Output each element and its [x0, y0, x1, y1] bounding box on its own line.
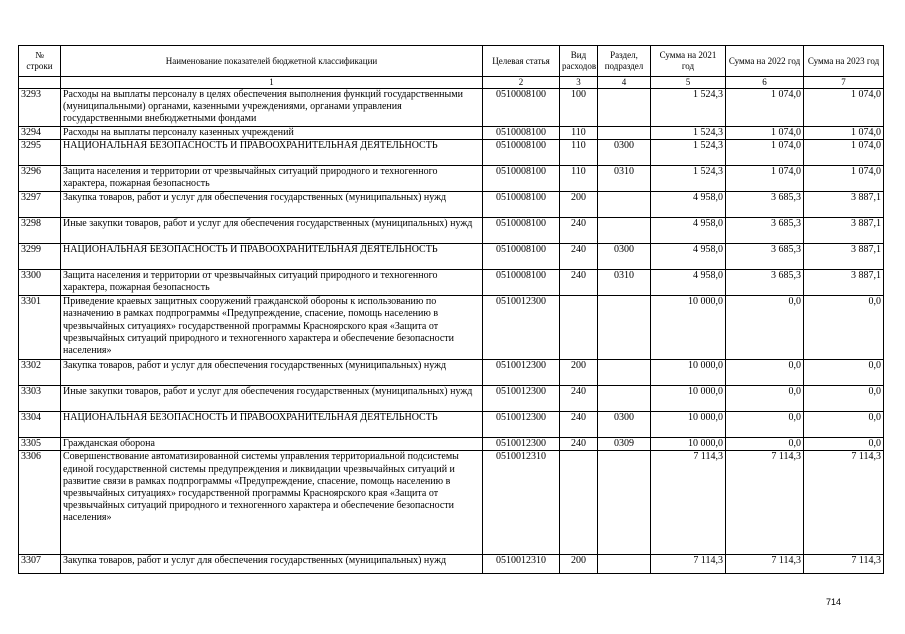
table-row [19, 438, 884, 451]
row-sum-2021: 7 114,3 [651, 451, 726, 555]
row-sum-2023: 0,0 [804, 386, 884, 412]
row-sum-2021: 10 000,0 [651, 438, 726, 451]
row-number: 3306 [19, 451, 61, 555]
row-sum-2021: 10 000,0 [651, 360, 726, 386]
table-row [19, 218, 884, 244]
column-number: 6 [726, 77, 804, 89]
row-number: 3297 [19, 192, 61, 218]
row-number: 3303 [19, 386, 61, 412]
row-expense-type: 110 [560, 140, 598, 166]
row-target-article: 0510012310 [483, 451, 560, 555]
row-number: 3296 [19, 166, 61, 192]
row-section [598, 218, 651, 244]
row-name: Иные закупки товаров, работ и услуг для обеспечения государственных (муниципальных) нужд [61, 386, 483, 412]
row-name: Закупка товаров, работ и услуг для обеспечения государственных (муниципальных) нужд [61, 555, 483, 574]
row-sum-2021: 4 958,0 [651, 192, 726, 218]
row-number: 3298 [19, 218, 61, 244]
table-row [19, 140, 884, 166]
row-number: 3295 [19, 140, 61, 166]
row-sum-2023: 0,0 [804, 360, 884, 386]
row-target-article: 0510012300 [483, 412, 560, 438]
table-body [19, 89, 884, 574]
row-section: 0300 [598, 412, 651, 438]
column-number: 2 [483, 77, 560, 89]
row-target-article: 0510012310 [483, 555, 560, 574]
column-number [19, 77, 61, 89]
row-sum-2023: 7 114,3 [804, 555, 884, 574]
row-sum-2022: 0,0 [726, 412, 804, 438]
row-sum-2023: 1 074,0 [804, 89, 884, 127]
row-section [598, 192, 651, 218]
row-sum-2021: 4 958,0 [651, 218, 726, 244]
table-row [19, 555, 884, 574]
row-number: 3299 [19, 244, 61, 270]
row-sum-2023: 1 074,0 [804, 166, 884, 192]
table-row [19, 89, 884, 127]
row-name: Приведение краевых защитных сооружений гражданской обороны к использованию по назначению в рамках подпрограммы «Предупреждение, спасение, помощь населению в чрезвычайных ситуациях» государственной программы Красноярского края «Защита от чрезвычайных ситуаций природного и техногенного характера и обеспечение безопасности населения» [61, 296, 483, 360]
row-name: НАЦИОНАЛЬНАЯ БЕЗОПАСНОСТЬ И ПРАВООХРАНИТЕЛЬНАЯ ДЕЯТЕЛЬНОСТЬ [61, 412, 483, 438]
column-numbers-row [19, 77, 884, 89]
row-sum-2023: 0,0 [804, 412, 884, 438]
table-row [19, 244, 884, 270]
row-section [598, 360, 651, 386]
row-section [598, 555, 651, 574]
row-sum-2022: 3 685,3 [726, 192, 804, 218]
row-sum-2022: 7 114,3 [726, 451, 804, 555]
row-expense-type: 200 [560, 192, 598, 218]
row-sum-2022: 0,0 [726, 360, 804, 386]
budget-table [18, 45, 884, 574]
row-target-article: 0510008100 [483, 140, 560, 166]
header-sum-2021: Сумма на 2021 год [651, 46, 726, 77]
row-sum-2021: 10 000,0 [651, 386, 726, 412]
row-expense-type: 240 [560, 412, 598, 438]
header-section: Раздел, подраздел [598, 46, 651, 77]
row-expense-type [560, 296, 598, 360]
row-sum-2023: 3 887,1 [804, 244, 884, 270]
column-number: 1 [61, 77, 483, 89]
row-sum-2021: 10 000,0 [651, 296, 726, 360]
row-expense-type: 100 [560, 89, 598, 127]
column-number: 4 [598, 77, 651, 89]
row-name: Иные закупки товаров, работ и услуг для обеспечения государственных (муниципальных) нужд [61, 218, 483, 244]
header-expense-type: Вид расходов [560, 46, 598, 77]
row-section [598, 296, 651, 360]
row-target-article: 0510008100 [483, 218, 560, 244]
row-sum-2022: 1 074,0 [726, 140, 804, 166]
row-sum-2021: 1 524,3 [651, 89, 726, 127]
row-sum-2022: 0,0 [726, 296, 804, 360]
row-target-article: 0510008100 [483, 270, 560, 296]
row-name: Гражданская оборона [61, 438, 483, 451]
row-expense-type: 240 [560, 218, 598, 244]
row-target-article: 0510012300 [483, 360, 560, 386]
row-number: 3305 [19, 438, 61, 451]
header-target-article: Целевая статья [483, 46, 560, 77]
row-section: 0300 [598, 244, 651, 270]
row-sum-2023: 1 074,0 [804, 140, 884, 166]
row-number: 3293 [19, 89, 61, 127]
row-expense-type: 240 [560, 386, 598, 412]
row-name: Совершенствование автоматизированной системы управления территориальной подсистемы единой государственной системы предупреждения и ликвидации чрезвычайных ситуаций и развитие связи в рамках подпрограммы «Предупреждение, спасение, помощь населению в чрезвычайных ситуациях» государственной программы Красноярского края «Защита от чрезвычайных ситуаций природного и техногенного характера и обеспечение безопасности населения» [61, 451, 483, 555]
table-row [19, 360, 884, 386]
column-number: 7 [804, 77, 884, 89]
table-row [19, 127, 884, 140]
row-expense-type: 240 [560, 438, 598, 451]
row-sum-2023: 1 074,0 [804, 127, 884, 140]
row-section: 0310 [598, 166, 651, 192]
header-sum-2023: Сумма на 2023 год [804, 46, 884, 77]
table-row [19, 192, 884, 218]
row-section [598, 451, 651, 555]
row-sum-2023: 7 114,3 [804, 451, 884, 555]
row-sum-2021: 7 114,3 [651, 555, 726, 574]
header-sum-2022: Сумма на 2022 год [726, 46, 804, 77]
row-expense-type: 200 [560, 360, 598, 386]
header-row-number: № строки [19, 46, 61, 77]
row-sum-2021: 4 958,0 [651, 244, 726, 270]
row-target-article: 0510008100 [483, 166, 560, 192]
row-sum-2022: 7 114,3 [726, 555, 804, 574]
row-number: 3294 [19, 127, 61, 140]
row-section [598, 386, 651, 412]
table-row [19, 451, 884, 555]
row-section [598, 89, 651, 127]
row-sum-2022: 3 685,3 [726, 244, 804, 270]
row-number: 3302 [19, 360, 61, 386]
row-sum-2022: 0,0 [726, 438, 804, 451]
row-expense-type [560, 451, 598, 555]
row-number: 3300 [19, 270, 61, 296]
row-sum-2022: 1 074,0 [726, 89, 804, 127]
row-name: НАЦИОНАЛЬНАЯ БЕЗОПАСНОСТЬ И ПРАВООХРАНИТЕЛЬНАЯ ДЕЯТЕЛЬНОСТЬ [61, 140, 483, 166]
row-name: Защита населения и территории от чрезвычайных ситуаций природного и техногенного характера, пожарная безопасность [61, 166, 483, 192]
row-target-article: 0510008100 [483, 127, 560, 140]
row-sum-2022: 0,0 [726, 386, 804, 412]
row-sum-2023: 0,0 [804, 296, 884, 360]
row-sum-2021: 4 958,0 [651, 270, 726, 296]
row-target-article: 0510012300 [483, 296, 560, 360]
row-section [598, 127, 651, 140]
row-number: 3301 [19, 296, 61, 360]
header-name: Наименование показателей бюджетной классификации [61, 46, 483, 77]
row-expense-type: 200 [560, 555, 598, 574]
row-sum-2022: 1 074,0 [726, 166, 804, 192]
table-row [19, 166, 884, 192]
row-target-article: 0510008100 [483, 192, 560, 218]
row-name: Закупка товаров, работ и услуг для обеспечения государственных (муниципальных) нужд [61, 192, 483, 218]
row-expense-type: 240 [560, 244, 598, 270]
table-row [19, 386, 884, 412]
row-sum-2021: 1 524,3 [651, 166, 726, 192]
header-row [19, 46, 884, 77]
row-name: Защита населения и территории от чрезвычайных ситуаций природного и техногенного характера, пожарная безопасность [61, 270, 483, 296]
row-sum-2022: 3 685,3 [726, 218, 804, 244]
column-number: 3 [560, 77, 598, 89]
row-target-article: 0510008100 [483, 244, 560, 270]
row-name: НАЦИОНАЛЬНАЯ БЕЗОПАСНОСТЬ И ПРАВООХРАНИТЕЛЬНАЯ ДЕЯТЕЛЬНОСТЬ [61, 244, 483, 270]
row-sum-2023: 3 887,1 [804, 192, 884, 218]
row-expense-type: 240 [560, 270, 598, 296]
row-name: Расходы на выплаты персоналу казенных учреждений [61, 127, 483, 140]
row-sum-2022: 1 074,0 [726, 127, 804, 140]
row-target-article: 0510012300 [483, 438, 560, 451]
row-name: Закупка товаров, работ и услуг для обеспечения государственных (муниципальных) нужд [61, 360, 483, 386]
row-section: 0310 [598, 270, 651, 296]
row-target-article: 0510012300 [483, 386, 560, 412]
row-expense-type: 110 [560, 166, 598, 192]
page-number: 714 [826, 597, 842, 607]
row-sum-2023: 0,0 [804, 438, 884, 451]
row-expense-type: 110 [560, 127, 598, 140]
table-row [19, 296, 884, 360]
row-target-article: 0510008100 [483, 89, 560, 127]
row-number: 3307 [19, 555, 61, 574]
table-row [19, 270, 884, 296]
row-sum-2021: 10 000,0 [651, 412, 726, 438]
row-sum-2022: 3 685,3 [726, 270, 804, 296]
column-number: 5 [651, 77, 726, 89]
row-number: 3304 [19, 412, 61, 438]
row-section: 0300 [598, 140, 651, 166]
row-name: Расходы на выплаты персоналу в целях обеспечения выполнения функций государственными (муниципальными) органами, казенными учреждениями, органами управления государственными внебюджетными фондами [61, 89, 483, 127]
row-sum-2023: 3 887,1 [804, 218, 884, 244]
row-sum-2021: 1 524,3 [651, 140, 726, 166]
table-row [19, 412, 884, 438]
row-section: 0309 [598, 438, 651, 451]
row-sum-2023: 3 887,1 [804, 270, 884, 296]
row-sum-2021: 1 524,3 [651, 127, 726, 140]
